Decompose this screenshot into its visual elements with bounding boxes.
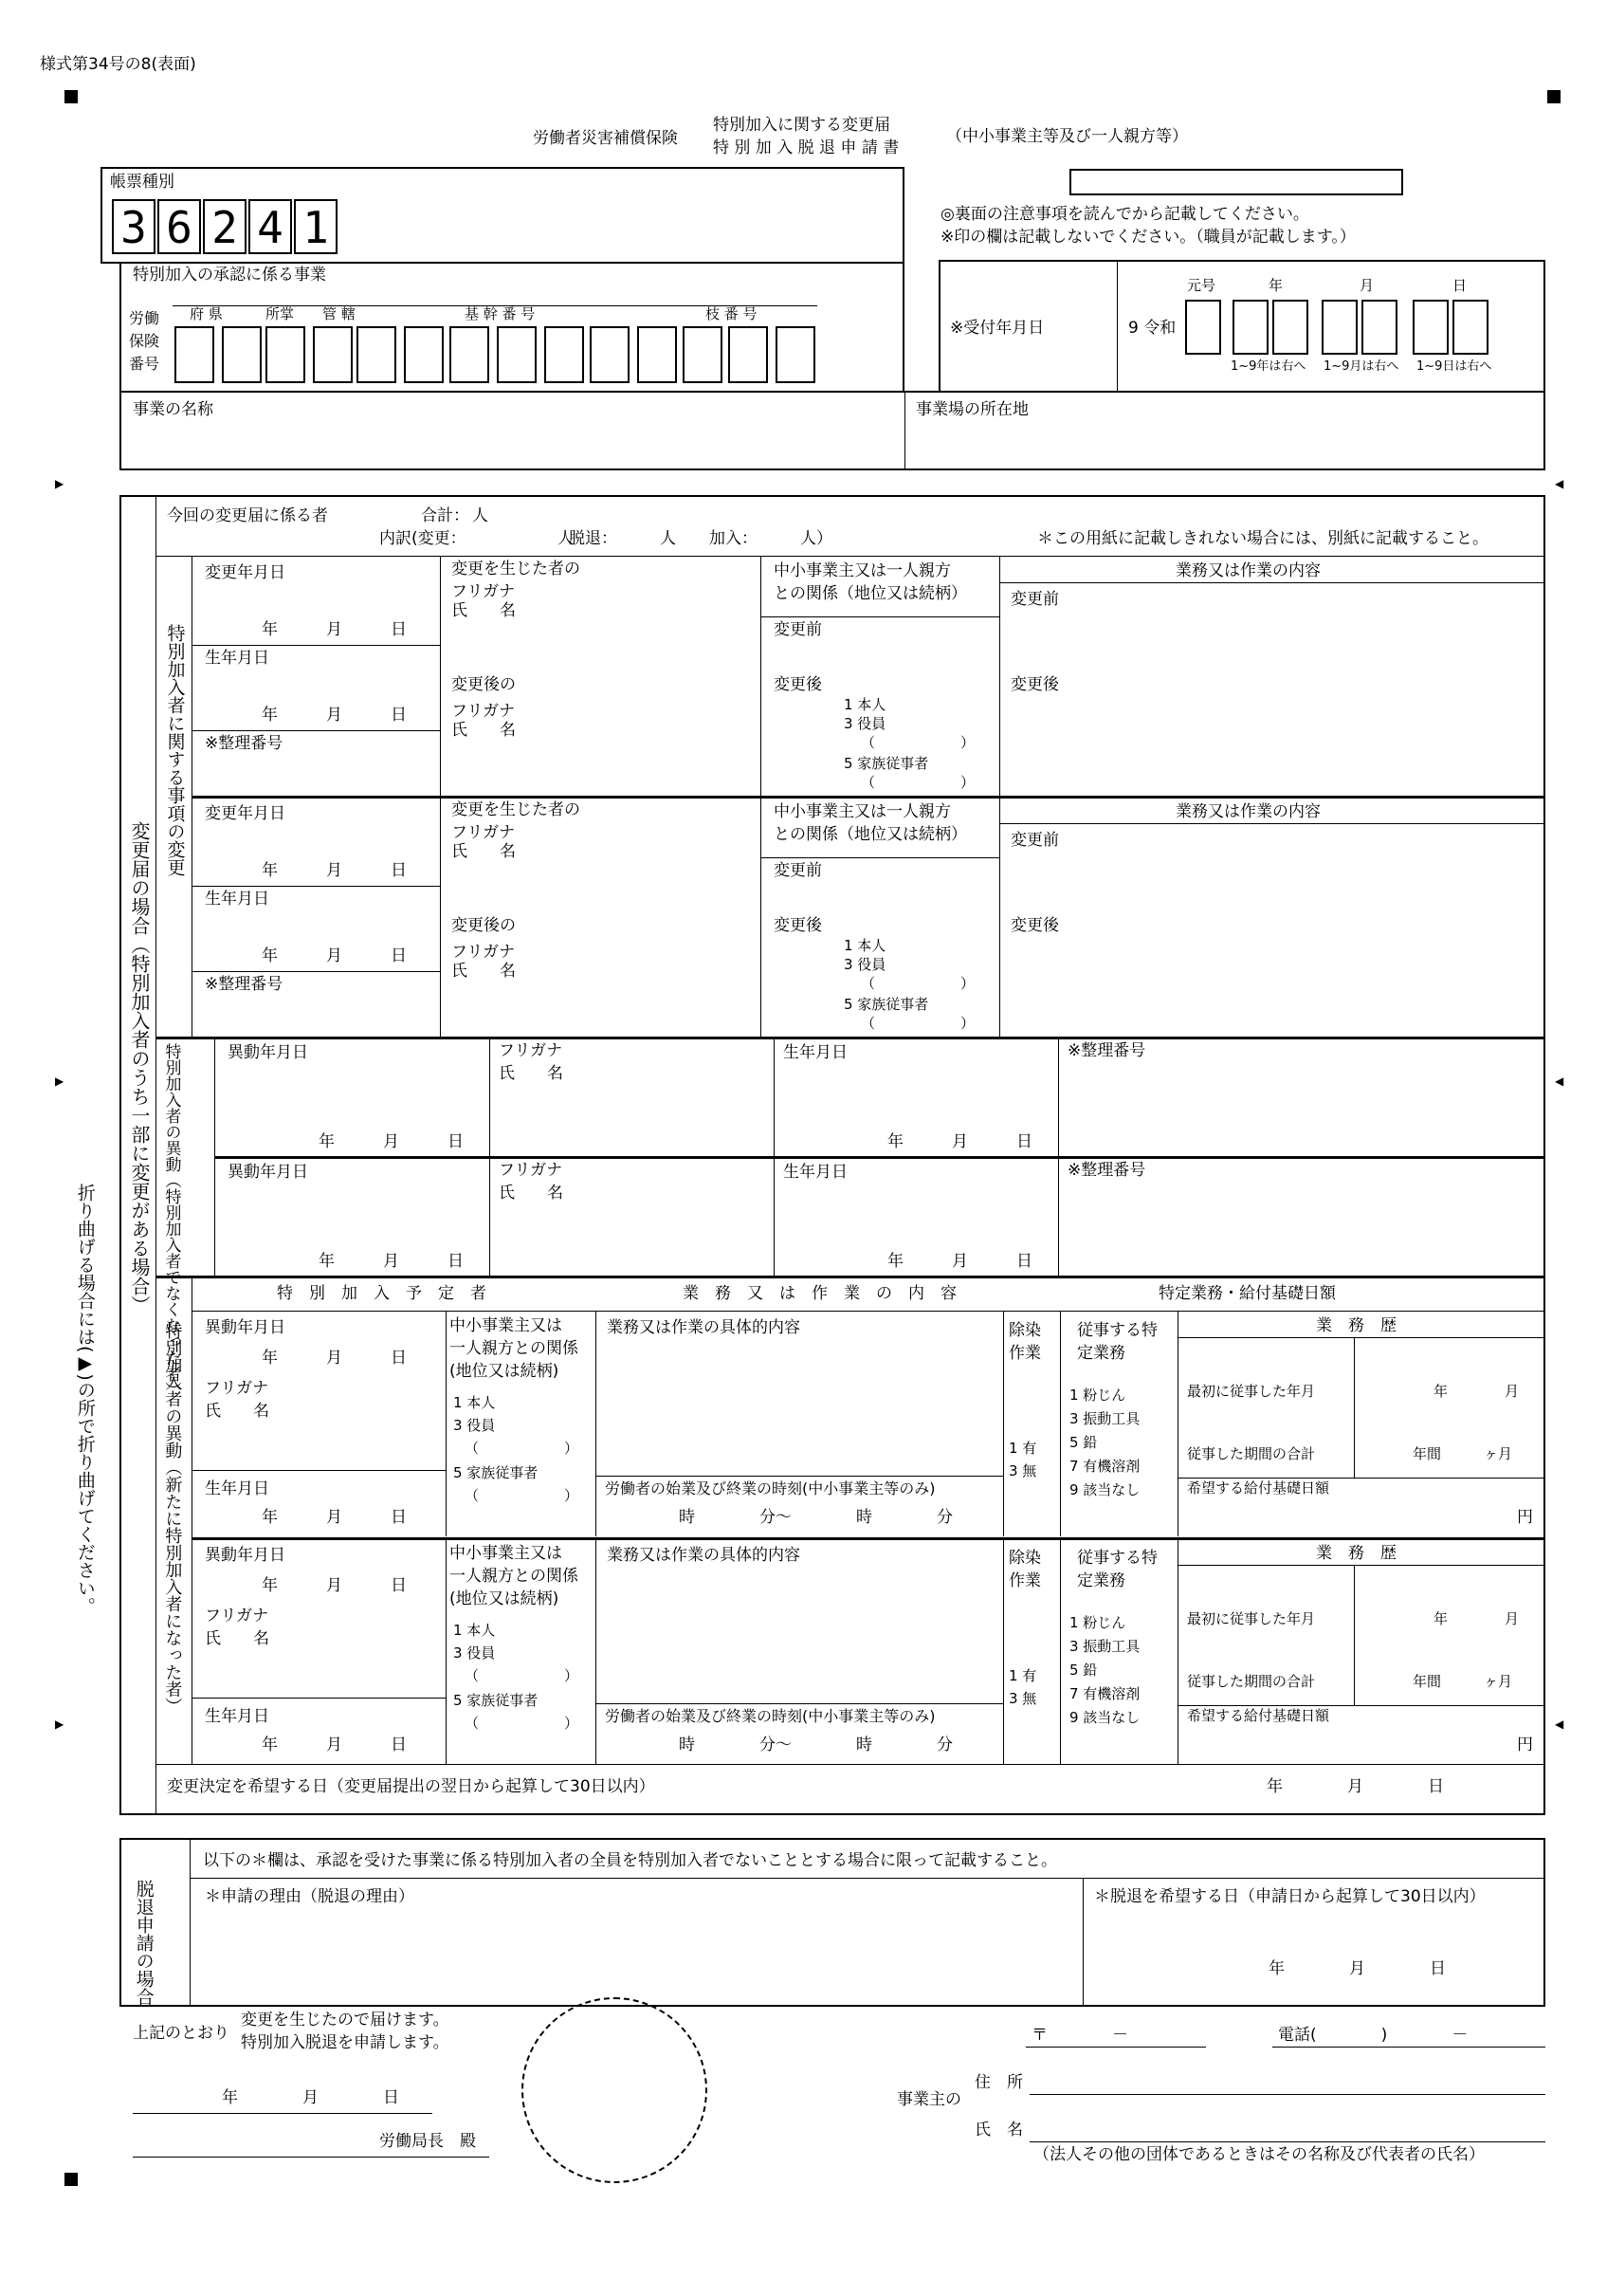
business-address-label[interactable]: 事業場の所在地 [916,400,1029,419]
changed-person-label: 変更を生じた者の [451,560,580,579]
birth-date-value[interactable]: 年 月 日 [262,946,407,965]
first-engaged-value[interactable]: 年 月 [1434,1383,1520,1400]
col-line [1354,1337,1355,1478]
name-label[interactable]: 氏 名 [205,1402,269,1421]
move-date-value[interactable]: 年 月 日 [319,1132,464,1151]
special-work-option[interactable]: 5 鉛 [1069,1434,1098,1451]
change-date-value[interactable]: 年 月 日 [262,620,407,639]
furigana-label[interactable]: フリガナ [499,1161,563,1180]
wish-base-label: 希望する給付基礎日額 [1187,1707,1330,1724]
work-hours-label: 労働者の始業及び終業の時刻(中小事業主等のみ) [605,1479,936,1497]
business-name-label[interactable]: 事業の名称 [133,400,213,419]
insurance-number-cell[interactable] [776,326,815,383]
relation-header: との関係（地位又は続柄） [774,584,967,603]
business-divider [904,393,905,468]
section-a-top [155,556,1543,557]
form-type-label: 帳票種別 [110,173,174,192]
birth-date-label: 生年月日 [205,649,269,668]
birth-date-value[interactable]: 年 月 日 [262,706,407,725]
col-line [446,1538,447,1764]
year-cell[interactable] [1233,300,1269,355]
business-box [119,391,1545,470]
form-type-digit: 3 [112,199,155,254]
decon-label: 除染作業 [1009,1321,1041,1363]
work-header: 業 務 又 は 作 業 の 内 容 [683,1284,957,1303]
col-line [760,797,761,1038]
registration-mark [64,2173,78,2186]
furigana-label[interactable]: フリガナ [451,582,516,601]
change-date-label: 変更年月日 [205,804,285,823]
wish-date-label: 変更決定を希望する日（変更届提出の翌日から起算して30日以内） [167,1777,655,1796]
relation-paren: （ ） [861,774,976,791]
wish-date-line [155,1764,1543,1765]
withdraw-label: 脱退： [569,529,617,548]
col-prefecture: 府 県 [190,305,223,322]
total-unit: 人 [472,506,488,525]
withdrawal-line [190,1878,1543,1879]
relation-option-family[interactable]: 5 家族従事者 [844,996,929,1013]
row-line [1178,1705,1543,1706]
ref-number-label: ※整理番号 [1068,1041,1146,1060]
relation-option-officer[interactable]: 3 役員 [844,715,886,732]
name-label[interactable]: 氏 名 [451,601,516,620]
name-label[interactable]: 氏 名 [499,1184,563,1203]
furigana-label[interactable]: フリガナ [205,1379,269,1398]
section-c-separator [192,1537,1543,1540]
withdrawal-instruction: 以下の＊欄は、承認を受けた事業に係る特別加入者の全員を特別加入者でないこととする場合に限って記載すること。 [203,1851,1057,1870]
special-work-option[interactable]: 7 有機溶剤 [1069,1685,1141,1702]
relation-before[interactable]: 変更前 [774,861,822,880]
insurance-no-label: 労働 [129,309,160,327]
row-line [192,730,440,731]
ref-number-label: ※整理番号 [1068,1161,1146,1180]
form-id: 様式第34号の8(表面) [40,55,196,74]
relation-option-self[interactable]: 1 本人 [453,1622,496,1639]
fold-marker: ◀ [1555,477,1564,490]
col-base-number: 基 幹 番 号 [465,305,536,322]
birth-date-value[interactable]: 年 月 日 [262,1736,407,1754]
month-head: 月 [1360,277,1375,294]
change-side-label: 変更届の場合（特別加入者のうち一部に変更がある場合） [128,821,151,1314]
decon-option-no[interactable]: 3 無 [1009,1462,1037,1479]
birth-date-value[interactable]: 年 月 日 [262,1508,407,1527]
total-period-label: 従事した期間の合計 [1187,1673,1316,1690]
receipt-divider [1117,262,1118,391]
col-line [774,1157,775,1277]
col-branch-number: 枝 番 号 [705,305,758,322]
insurance-number-cell[interactable] [590,326,630,383]
col-line [440,797,441,1038]
change-date-label: 変更年月日 [205,563,285,582]
seal-circle [521,1997,707,2183]
col-line [595,1311,596,1536]
withdraw-unit: 人 [660,529,676,548]
birth-date-label: 生年月日 [783,1043,848,1062]
insurance-number-cell[interactable] [449,326,489,383]
special-work-option[interactable]: 3 振動工具 [1069,1638,1141,1655]
withdrawal-reason[interactable]: ＊申請の理由（脱退の理由） [205,1887,414,1906]
hint-month: 1~9月は右へ [1324,359,1399,374]
special-work-option[interactable]: 9 該当なし [1069,1481,1141,1498]
birth-date-value[interactable]: 年 月 日 [887,1252,1032,1271]
change-side-divider [155,497,156,1813]
insurance-number-cell[interactable] [222,326,262,383]
row-line [760,857,999,858]
col-office: 管 轄 [322,305,356,322]
postal-line [1026,2047,1206,2048]
col-line [595,1538,596,1764]
relation-header: との関係（地位又は続柄） [774,825,967,844]
postal-code[interactable]: 〒 － [1032,2026,1128,2045]
birth-date-label: 生年月日 [205,1479,269,1498]
wish-base-label: 希望する給付基礎日額 [1187,1479,1330,1497]
relation-paren: （ ） [465,1440,579,1457]
day-cell[interactable] [1452,300,1488,355]
title-withdraw: 特 別 加 入 脱 退 申 請 書 [713,138,900,157]
insurance-number-cell[interactable] [497,326,537,383]
join-unit: 人） [800,529,832,548]
overflow-note: ＊この用紙に記載しきれない場合には、別紙に記載すること。 [1037,529,1488,548]
fold-marker: ▶ [55,477,64,490]
total-label: 合計： [421,506,469,525]
address-line[interactable] [1030,2094,1545,2095]
row-line [595,1476,1003,1477]
relation-header: 中小事業主又は一人親方 [774,561,951,580]
work-hours-value[interactable]: 時 分～ 時 分 [679,1736,953,1754]
registration-mark [1547,90,1561,103]
insurance-number-cell[interactable] [728,326,768,383]
section-a-separator [192,796,1543,799]
relation-option-officer[interactable]: 3 役員 [844,956,886,973]
career-header: 業 務 歴 [1316,1544,1397,1563]
phone[interactable]: 電話( ) － [1278,2026,1469,2045]
row-line [1178,1565,1543,1566]
report-date[interactable]: 年 月 日 [222,2088,399,2107]
work-after[interactable]: 変更後 [1011,916,1059,935]
fold-marker: ▶ [55,1075,64,1088]
birth-date-label: 生年月日 [783,1163,848,1182]
col-line [1060,1538,1061,1764]
receipt-label: ※受付年月日 [950,319,1045,338]
form-type-digit: 1 [294,199,338,254]
withdrawal-side-divider [190,1840,191,2005]
yen-label[interactable]: 円 [1517,1736,1533,1754]
insurance-no-label: 番号 [129,355,160,373]
persons-label: 今回の変更届に係る者 [167,506,328,525]
section-c-top [155,1276,1545,1278]
relation-header: 中小事業主又は一人親方 [774,802,951,821]
col-line [489,1157,490,1277]
wish-date-value[interactable]: 年 月 日 [1267,1777,1444,1796]
month-cell[interactable] [1361,300,1397,355]
relation-paren: （ ） [861,734,976,751]
change-date-value[interactable]: 年 月 日 [262,861,407,880]
row-line [999,582,1543,583]
relation-header: (地位又は続柄) [449,1362,559,1381]
changed-person-label: 変更を生じた者の [451,800,580,819]
after-label: 変更後の [451,675,516,694]
day-cell[interactable] [1413,300,1449,355]
decon-option-yes[interactable]: 1 有 [1009,1440,1037,1457]
note-instructions: ◎裏面の注意事項を読んでから記載してください。 [940,205,1309,224]
move-date-value[interactable]: 年 月 日 [319,1252,464,1271]
row-line [999,823,1543,824]
move-date-value[interactable]: 年 月 日 [262,1349,407,1368]
bureau-line [133,2157,489,2158]
furigana-label[interactable]: フリガナ [499,1041,563,1060]
fold-marker: ◀ [1555,1717,1564,1731]
special-work-option[interactable]: 1 粉じん [1069,1387,1126,1404]
col-line [1058,1038,1059,1157]
col-line [999,797,1000,1038]
relation-option-family[interactable]: 5 家族従事者 [453,1464,539,1481]
note-staff-only: ※印の欄は記載しないでください。（職員が記載します。） [940,228,1356,247]
first-engaged-label: 最初に従事した年月 [1187,1383,1316,1400]
col-line [760,556,761,797]
col-line [774,1038,775,1157]
work-before[interactable]: 変更前 [1011,590,1059,609]
section-b-top [155,1037,1545,1039]
change-block [119,495,1545,1815]
change-unit: 人 [557,529,574,548]
birth-date-label: 生年月日 [205,890,269,909]
ref-number-label: ※整理番号 [205,975,283,994]
special-pay-header: 特定業務・給付基礎日額 [1159,1284,1336,1303]
special-work-option[interactable]: 9 該当なし [1069,1709,1141,1726]
relation-header: 一人親方との関係 [449,1567,578,1586]
relation-option-family[interactable]: 5 家族従事者 [453,1692,539,1709]
furigana-label[interactable]: フリガナ [451,823,516,842]
col-line [1060,1311,1061,1536]
career-header: 業 務 歴 [1316,1316,1397,1335]
section-a-label: 特別加入者に関する事項の変更 [164,624,186,876]
approval-label: 特別加入の承認に係る事業 [133,266,326,285]
relation-before[interactable]: 変更前 [774,620,822,639]
section-c-header-line [192,1311,1543,1312]
name-line[interactable] [1030,2141,1545,2142]
col-line [999,556,1000,797]
planned-header: 特 別 加 入 予 定 者 [277,1284,486,1303]
insurance-number-cell[interactable] [404,326,444,383]
era-cell[interactable] [1185,300,1221,355]
special-work-option[interactable]: 3 振動工具 [1069,1410,1141,1427]
address-label: 住 所 [975,2073,1023,2092]
row-line [192,1698,446,1699]
form-type-digit: 4 [248,199,292,254]
office-use-box [1069,169,1403,195]
row-line [192,971,440,972]
relation-paren: （ ） [465,1715,579,1732]
row-line [1178,1478,1543,1479]
insurance-no-label: 保険 [129,332,160,350]
breakdown-label: 内訳(変更： [379,529,466,548]
furigana-after-label[interactable]: フリガナ [451,943,516,962]
work-after[interactable]: 変更後 [1011,675,1059,694]
relation-option-self[interactable]: 1 本人 [453,1394,496,1411]
section-c-label: 特別加入者の異動（新たに特別加入者になった者） [162,1322,183,1715]
name-label: 氏 名 [975,2121,1023,2140]
total-period-value[interactable]: 年間 ヶ月 [1413,1673,1513,1690]
insurance-number-cell[interactable] [544,326,584,383]
day-head: 日 [1452,277,1468,294]
name-label[interactable]: 氏 名 [499,1064,563,1083]
yen-label[interactable]: 円 [1517,1508,1533,1527]
row-line [760,616,999,617]
phone-line [1272,2047,1545,2048]
year-head: 年 [1269,277,1284,294]
name-after-label[interactable]: 氏 名 [451,721,516,740]
report-line-2: 特別加入脱退を申請します。 [241,2033,449,2052]
work-concrete-label[interactable]: 業務又は作業の具体的内容 [607,1546,800,1565]
work-before[interactable]: 変更前 [1011,831,1059,850]
col-line [1003,1311,1004,1536]
section-b-label: 特別加入者の異動（特別加入者でなくなった者） [161,1043,181,1398]
relation-option-officer[interactable]: 3 役員 [453,1417,496,1434]
withdrawal-side-label: 脱退申請の場合 [133,1880,155,2006]
section-b-separator [214,1156,1543,1159]
relation-paren: （ ） [861,1015,976,1032]
withdrawal-mid [1083,1878,1084,2005]
insurance-number-cell[interactable] [174,326,214,383]
bureau-chief: 労働局長 殿 [379,2132,476,2151]
name-label[interactable]: 氏 名 [205,1629,269,1648]
decon-label: 除染作業 [1009,1549,1041,1590]
work-hours-label: 労働者の始業及び終業の時刻(中小事業主等のみ) [605,1707,936,1725]
row-line [192,1470,446,1471]
insurance-number-cell[interactable] [637,326,677,383]
title-change: 特別加入に関する変更届 [713,116,890,135]
relation-paren: （ ） [465,1487,579,1504]
work-header: 業務又は作業の内容 [1176,561,1321,580]
relation-header: 中小事業主又は [449,1316,562,1335]
move-date-label: 異動年月日 [205,1318,285,1337]
total-period-value[interactable]: 年間 ヶ月 [1413,1445,1513,1462]
relation-option-self[interactable]: 1 本人 [844,937,886,954]
insurance-number-cell[interactable] [265,326,305,383]
relation-header: (地位又は続柄) [449,1589,559,1608]
birth-date-value[interactable]: 年 月 日 [887,1132,1032,1151]
col-line [1003,1538,1004,1764]
first-engaged-value[interactable]: 年 月 [1434,1610,1520,1627]
decon-option-no[interactable]: 3 無 [1009,1690,1037,1707]
employer-label: 事業主の [897,2090,961,2109]
receipt-era: 9 令和 [1128,319,1177,338]
special-work-option[interactable]: 7 有機溶剤 [1069,1458,1141,1475]
furigana-after-label[interactable]: フリガナ [451,702,516,721]
relation-paren: （ ） [861,975,976,992]
move-date-label: 異動年月日 [228,1043,308,1062]
first-engaged-label: 最初に従事した年月 [1187,1610,1316,1627]
ref-number-label: ※整理番号 [205,734,283,753]
hint-day: 1~9日は右へ [1416,359,1492,374]
fold-marker: ▶ [55,1717,64,1731]
engaged-label: 従事する特定業務 [1077,1549,1158,1590]
insurance-name: 労働者災害補償保険 [533,129,678,148]
name-after-label[interactable]: 氏 名 [451,962,516,981]
row-line [595,1703,1003,1704]
after-label: 変更後の [451,916,516,935]
form-type-digit: 6 [157,199,201,254]
form-type-digit: 2 [203,199,247,254]
row-line [192,645,440,646]
join-label: 加入： [709,529,758,548]
total-period-label: 従事した期間の合計 [1187,1445,1316,1462]
hint-year: 1~9年は右へ [1231,359,1306,374]
move-date-value[interactable]: 年 月 日 [262,1576,407,1595]
work-header: 業務又は作業の内容 [1176,802,1321,821]
decon-option-yes[interactable]: 1 有 [1009,1667,1037,1684]
work-concrete-label[interactable]: 業務又は作業の具体的内容 [607,1318,800,1337]
withdrawal-wish-date[interactable]: 年 月 日 [1269,1959,1446,1978]
relation-header: 中小事業主又は [449,1544,562,1563]
fold-note: 折り曲げる場合には(▶)の所で折り曲げてください。 [74,1184,96,1615]
row-line [1178,1337,1543,1338]
relation-option-family[interactable]: 5 家族従事者 [844,755,929,772]
col-line [446,1311,447,1536]
month-cell[interactable] [1322,300,1358,355]
name-label[interactable]: 氏 名 [451,842,516,861]
engaged-label: 従事する特定業務 [1077,1321,1158,1363]
work-hours-value[interactable]: 時 分～ 時 分 [679,1508,953,1527]
report-line-1: 変更を生じたので届けます。 [241,2011,449,2030]
relation-after: 変更後 [774,675,822,694]
relation-paren: （ ） [465,1667,579,1684]
col-line [1354,1565,1355,1705]
withdrawal-wish: ＊脱退を希望する日（申請日から起算して30日以内） [1094,1887,1486,1906]
col-line [440,556,441,797]
insurance-number-cell[interactable] [356,326,396,383]
relation-option-self[interactable]: 1 本人 [844,696,886,713]
relation-option-officer[interactable]: 3 役員 [453,1644,496,1662]
relation-after: 変更後 [774,916,822,935]
birth-date-label: 生年月日 [205,1707,269,1726]
row-line [192,886,440,887]
report-date-line [133,2113,432,2114]
insurance-number-cell[interactable] [313,326,353,383]
subtitle: （中小事業主等及び一人親方等） [946,127,1188,146]
move-date-label: 異動年月日 [228,1163,308,1182]
furigana-label[interactable]: フリガナ [205,1607,269,1626]
era-head: 元号 [1187,277,1216,294]
special-work-option[interactable]: 5 鉛 [1069,1662,1098,1679]
corp-note: （法人その他の団体であるときはその名称及び代表者の氏名） [1033,2145,1485,2164]
insurance-number-cell[interactable] [683,326,722,383]
as-above: 上記のとおり [133,2024,229,2043]
registration-mark [64,90,78,103]
special-work-option[interactable]: 1 粉じん [1069,1614,1126,1631]
relation-header: 一人親方との関係 [449,1339,578,1358]
move-date-label: 異動年月日 [205,1546,285,1565]
col-jurisdiction: 所掌 [265,305,295,322]
col-line [1058,1157,1059,1277]
col-line [489,1038,490,1157]
year-cell[interactable] [1272,300,1308,355]
fold-marker: ◀ [1555,1075,1564,1088]
